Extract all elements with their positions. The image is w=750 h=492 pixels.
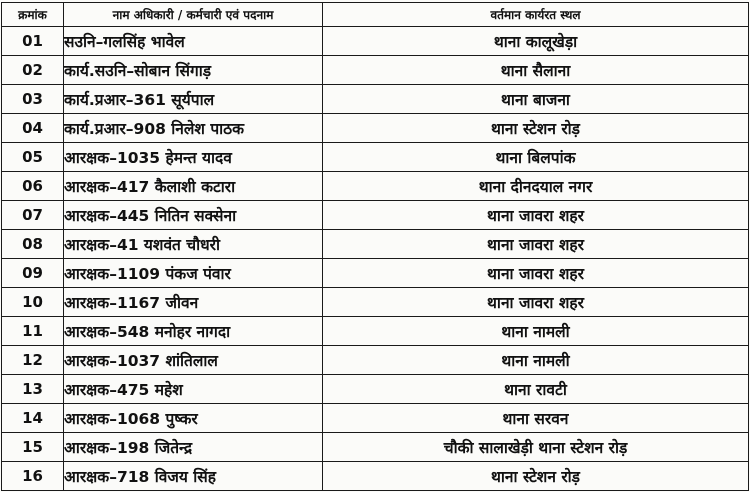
- table-row: [2, 259, 749, 288]
- table-row: [2, 143, 749, 172]
- posting-location-cell: थाना नामली: [323, 317, 749, 346]
- serial-number-cell: 06: [2, 172, 64, 201]
- serial-number-cell: 04: [2, 114, 64, 143]
- officer-name-cell: आरक्षक–41 यशवंत चौधरी: [64, 230, 323, 259]
- officer-name-cell: कार्य.प्रआर–361 सूर्यपाल: [64, 85, 323, 114]
- table-header-row: [2, 3, 749, 27]
- serial-number-cell: 05: [2, 143, 64, 172]
- posting-location-cell: थाना बिलपांक: [323, 143, 749, 172]
- serial-number-cell: 14: [2, 404, 64, 433]
- table-row: [2, 317, 749, 346]
- posting-location-cell: थाना स्टेशन रोड़: [323, 462, 749, 491]
- serial-number-cell: 02: [2, 56, 64, 85]
- table-row: [2, 288, 749, 317]
- header-serial: क्रमांक: [2, 3, 64, 27]
- posting-location-cell: थाना स्टेशन रोड़: [323, 114, 749, 143]
- posting-location-cell: थाना दीनदयाल नगर: [323, 172, 749, 201]
- posting-location-cell: थाना सरवन: [323, 404, 749, 433]
- serial-number-cell: 07: [2, 201, 64, 230]
- posting-location-cell: थाना कालूखेड़ा: [323, 27, 749, 56]
- serial-number-cell: 15: [2, 433, 64, 462]
- posting-location-cell: थाना नामली: [323, 346, 749, 375]
- officer-name-cell: आरक्षक–198 जितेन्द्र: [64, 433, 323, 462]
- posting-location-cell: थाना रावटी: [323, 375, 749, 404]
- posting-location-cell: थाना जावरा शहर: [323, 288, 749, 317]
- officer-name-cell: आरक्षक–445 नितिन सक्सेना: [64, 201, 323, 230]
- table-row: [2, 172, 749, 201]
- serial-number-cell: 09: [2, 259, 64, 288]
- serial-number-cell: 10: [2, 288, 64, 317]
- posting-location-cell: थाना बाजना: [323, 85, 749, 114]
- serial-number-cell: 12: [2, 346, 64, 375]
- table-row: [2, 462, 749, 491]
- header-location: वर्तमान कार्यरत स्थल: [323, 3, 749, 27]
- serial-number-cell: 13: [2, 375, 64, 404]
- serial-number-cell: 01: [2, 27, 64, 56]
- table-row: [2, 346, 749, 375]
- posting-location-cell: थाना जावरा शहर: [323, 259, 749, 288]
- officer-name-cell: आरक्षक–718 विजय सिंह: [64, 462, 323, 491]
- serial-number-cell: 03: [2, 85, 64, 114]
- officer-name-cell: आरक्षक–1167 जीवन: [64, 288, 323, 317]
- serial-number-cell: 16: [2, 462, 64, 491]
- posting-location-cell: थाना जावरा शहर: [323, 230, 749, 259]
- officer-name-cell: कार्य.सउनि–सोबान सिंगाड़: [64, 56, 323, 85]
- officer-name-cell: सउनि–गलसिंह भावेल: [64, 27, 323, 56]
- table-row: [2, 85, 749, 114]
- officer-name-cell: आरक्षक–1035 हेमन्त यादव: [64, 143, 323, 172]
- table-row: [2, 201, 749, 230]
- officer-name-cell: आरक्षक–1109 पंकज पंवार: [64, 259, 323, 288]
- officer-name-cell: आरक्षक–1068 पुष्कर: [64, 404, 323, 433]
- table-body: [2, 27, 749, 491]
- officer-name-cell: कार्य.प्रआर–908 निलेश पाठक: [64, 114, 323, 143]
- table-row: [2, 114, 749, 143]
- table-row: [2, 404, 749, 433]
- table-row: [2, 56, 749, 85]
- serial-number-cell: 11: [2, 317, 64, 346]
- table-row: [2, 230, 749, 259]
- table-row: [2, 27, 749, 56]
- header-name: नाम अधिकारी / कर्मचारी एवं पदनाम: [64, 3, 323, 27]
- posting-table: [1, 2, 749, 491]
- officer-name-cell: आरक्षक–417 कैलाशी कटारा: [64, 172, 323, 201]
- posting-location-cell: चौकी सालाखेड़ी थाना स्टेशन रोड़: [323, 433, 749, 462]
- posting-location-cell: थाना जावरा शहर: [323, 201, 749, 230]
- posting-location-cell: थाना सैलाना: [323, 56, 749, 85]
- table-row: [2, 375, 749, 404]
- officer-name-cell: आरक्षक–475 महेश: [64, 375, 323, 404]
- table-row: [2, 433, 749, 462]
- serial-number-cell: 08: [2, 230, 64, 259]
- officer-name-cell: आरक्षक–1037 शांतिलाल: [64, 346, 323, 375]
- officer-name-cell: आरक्षक–548 मनोहर नागदा: [64, 317, 323, 346]
